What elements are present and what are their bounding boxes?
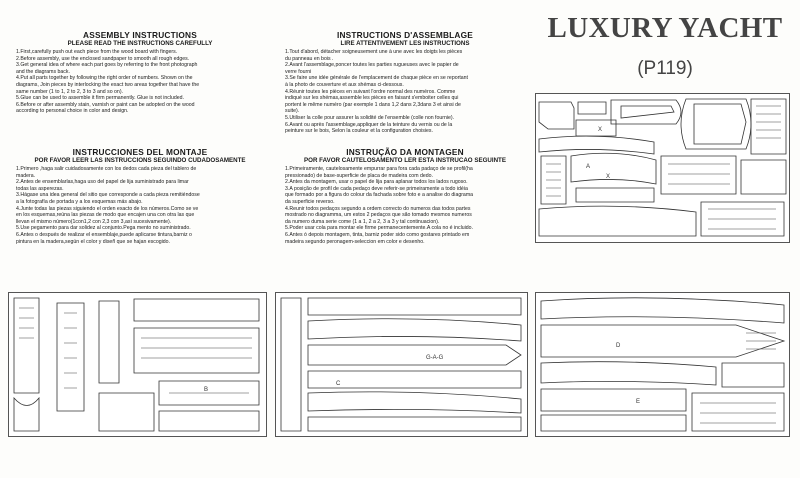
- section-title: INSTRUÇÃO DA MONTAGEN: [346, 147, 464, 157]
- instruction-step: 5.Utiliser la colle pour assurer la solidité de l'ensemble (colle non fournie).: [285, 114, 455, 121]
- instruction-step: 3.Hágase una idea general del sitio que corresponde a cada pieza remitiéndose: [16, 192, 200, 199]
- instruction-step: 5.Use pegamento para dar solidez al conjunto.Pega mento no suministrado.: [16, 225, 191, 232]
- instruction-step: da superficie reverso.: [285, 198, 335, 205]
- instruction-step: peinture sur le bois, Selon la couleur et la configuration choisies.: [285, 128, 433, 135]
- instruction-step: madeira segundo peronagem-seleccion em color e desenho.: [285, 238, 425, 245]
- parts-diagram-2: [9, 293, 266, 436]
- parts-diagram-3: [276, 293, 527, 436]
- section-title: ASSEMBLY INSTRUCTIONS: [83, 30, 197, 40]
- instruction-step: en los esquemas,reúna las piezas de modo que encajen una con otra las que: [16, 212, 195, 219]
- parts-sheet-1: [535, 93, 790, 243]
- instruction-step: 4.Réunir toutes les pièces en suivant l'ordre normal des numéros. Comme: [285, 88, 456, 95]
- instruction-step: 3.Se faire une idée générale de l'emplacement de chaque pièce en se reportant: [285, 75, 468, 82]
- instruction-step: madera.: [16, 172, 36, 179]
- instruction-step: 1.Primero ,haga salir cuidadosamente con los dedos cada pieza del tablero de: [16, 166, 197, 172]
- product-title: LUXURY YACHT: [547, 12, 783, 44]
- parts-sheet-2: [8, 292, 267, 437]
- parts-diagram-4: [536, 293, 789, 436]
- instruction-step: 5.Poder usar cola para montar ele firme permanecentemente.A cola no é incluido.: [285, 225, 474, 232]
- instruction-step: 4.Put all parts together by following the right order of numbers. Shown on the: [16, 75, 193, 82]
- instruction-step: 2.Antes de ensemblarlas,haga uso del papel de lija suministrado para limar: [16, 179, 189, 186]
- instruction-step: 6.Antes ó depois montagem, tinta, barniz poder sido como gostares printado em: [285, 231, 470, 238]
- instruction-step: llevan el mismo número(1con1,2 con 2,3 con 3,así sucesivamente).: [16, 218, 172, 225]
- part-label: G-A-G: [426, 355, 444, 361]
- part-label: C: [336, 381, 341, 387]
- instruction-step: 1.Tout d'abord, détacher soigneusement une à une avec les doigts les pièces: [285, 49, 463, 55]
- instruction-step: pintura en la madera,según el color y diseñ que se hajan escogido.: [16, 238, 170, 245]
- instruction-step: todas las asperezas.: [16, 185, 64, 192]
- instruction-step: verre fourni: [285, 68, 312, 75]
- part-label: E: [636, 399, 641, 405]
- part-label: X: [606, 174, 611, 180]
- parts-diagram-1: [536, 94, 789, 242]
- instruction-step: suite).: [285, 108, 300, 115]
- french-instructions: [285, 31, 525, 135]
- portuguese-instructions: [285, 148, 525, 245]
- part-label: B: [204, 387, 209, 393]
- part-label: A: [586, 164, 591, 170]
- instruction-step: and the diagrams back.: [16, 68, 70, 75]
- instruction-step: 1.Primeiramente, cautelosamente empurrar para fora cada padaço de se profil(ha: [285, 166, 473, 172]
- instruction-step: mostrado no diagramma, um estos 2 pedaços que são tomado mesmos numeros: [285, 212, 472, 219]
- instruction-step: da numero duma serie come (1 a 1, 2 a 2, 3 a 3 y tal continuacion).: [285, 218, 440, 225]
- section-title: INSTRUCTIONS D'ASSEMBLAGE: [336, 30, 474, 40]
- section-subtitle: POR FAVOR CAUTELOSAMENTO LER ESTA INSTRUCAO SEGUINTE: [304, 157, 506, 164]
- instruction-step: 1.First,carefully push out each piece from the wood board with fingers.: [16, 49, 178, 55]
- instruction-step: 6.Avant ou après l'assemblage,appliquer de la teinture du vernis ou de la: [285, 121, 453, 128]
- instruction-step: according to personal choice in color and design.: [16, 108, 129, 115]
- instruction-step: à la photo de couverture et aux shémas ci-dessous.: [285, 81, 404, 88]
- section-subtitle: PLEASE READ THE INSTRUCTIONS CAREFULLY: [67, 40, 213, 47]
- instruction-step: indiqué sur les shémas,assemble les pièces en faisant s'emboiter celles qui: [285, 95, 459, 102]
- instruction-step: portent le même numéro (par exemple 1 dans 1,2 dans 2,3dans 3 et ainsi de: [285, 101, 461, 108]
- instruction-step: 2.Before assembly, use the enclosed sandpaper to smooth all rough edges.: [16, 55, 190, 62]
- parts-sheet-3: [275, 292, 528, 437]
- section-title: INSTRUCCIONES DEL MONTAJE: [72, 147, 208, 157]
- instruction-step: 5.Glue can be used to assemble it firm permanently. Glue is not included.: [16, 95, 185, 102]
- instruction-step: 4.Reunir todos pedaços segundo a ordem correcto do numeros das todos partes: [285, 205, 471, 212]
- spanish-instructions: [16, 148, 264, 245]
- instruction-step: diagrams, Join pieces by interlocking the exact two areas together that have the: [16, 81, 200, 88]
- parts-sheet-4: [535, 292, 790, 437]
- model-number: (P119): [637, 58, 693, 79]
- instruction-step: du panneau en bois .: [285, 55, 334, 62]
- instruction-step: a la fotografía de portada y a los esquemas más abajo.: [16, 198, 143, 205]
- instruction-step: 2.Avant l'assemblage,poncer toutes les parties rugueuses avec le papier de: [285, 62, 459, 69]
- instruction-step: 6.Before or after assembly stain, varnish or paint can be adopted on the wood: [16, 101, 195, 108]
- instruction-step: 2.Antes da montagem, usar o papel de lija para aplanar todos los lados rugoso.: [285, 179, 468, 186]
- instruction-step: 4.Junte todas las piezas siguiendo el orden exacto de los números.Como se ve: [16, 205, 199, 212]
- instruction-step: 3.A posição de profil de cada pedaço deve referir-se primeiramente a todo idéia: [285, 185, 468, 192]
- instruction-step: 6.Antes o después de realizar el ensemblaje,puede aplicarse tintura,barniz o: [16, 231, 192, 238]
- part-label: D: [616, 343, 621, 349]
- instruction-step: same number (1 to 1, 2 to 2, 3 to 3 and so on).: [16, 88, 123, 95]
- instruction-step: 3.Get general idea of where each part goes by referring to the front photograph: [16, 62, 198, 69]
- section-subtitle: POR FAVOR LEER LAS INSTRUCCIONS SEGUINDO CUDADOSAMENTE: [34, 157, 246, 164]
- instruction-step: que formado por a figura do colour da fachada sobre foto e a analise do diagrama: [285, 192, 474, 199]
- section-subtitle: LIRE ATTENTIVEMENT LES INSTRUCTIONS: [340, 40, 470, 47]
- instruction-step: pressionado) de base-superficie de placa de madeira com dedo.: [285, 172, 433, 179]
- english-instructions: [16, 31, 264, 115]
- part-label: X: [598, 127, 603, 133]
